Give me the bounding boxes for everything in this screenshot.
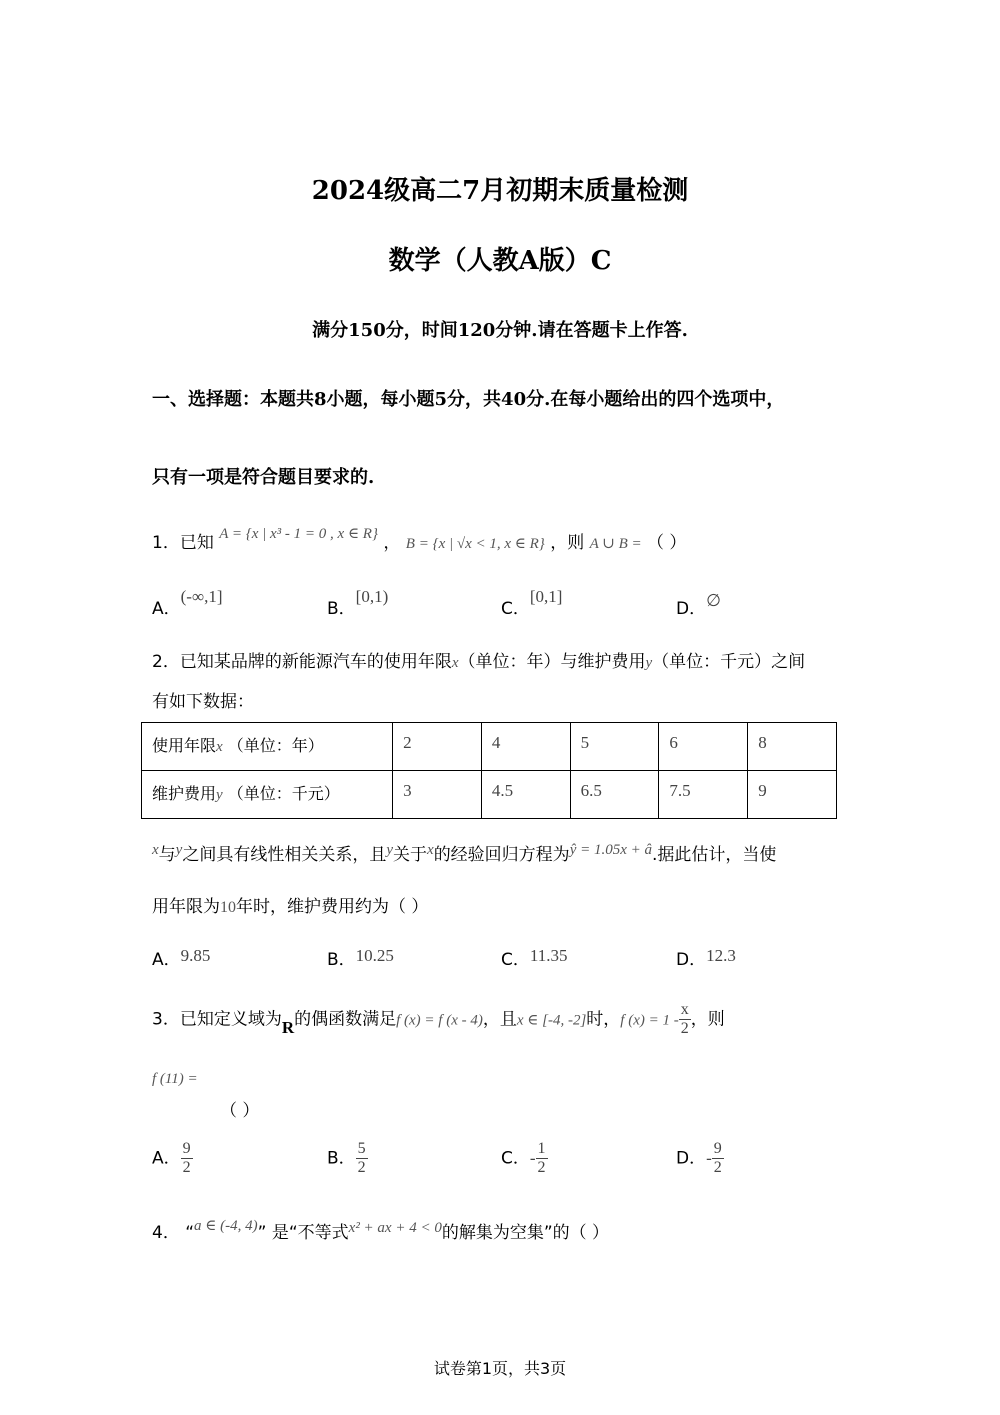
q1-option-c[interactable]: C．[0,1] [501,587,563,619]
section-heading-line1: 一、选择题：本题共8小题，每小题5分，共40分.在每小题给出的四个选项中， [152,389,785,410]
table-row [142,723,837,771]
q1-suffix: （ ） [647,533,687,553]
table-cell: 5 [570,723,659,771]
table-cell: 2 [393,723,482,771]
exam-note: 满分150分，时间120分钟.请在答题卡上作答. [312,320,688,341]
q1-option-d[interactable]: D．∅ [676,591,721,619]
q2-option-b[interactable]: B．10.25 [327,946,394,970]
table-header-years: 使用年限x （单位：年） [142,723,393,771]
table-cell: 4.5 [481,771,570,819]
exam-subtitle: 数学（人教A版）C [388,246,612,276]
q1-mid: ，则 [550,533,585,553]
question-2-line4: 用年限为10年时，维护费用约为（ ） [152,897,429,917]
q3-option-a[interactable]: A． $\frac{9}{2}$ [152,1140,191,1176]
table-cell: 8 [748,723,837,771]
table-cell: 9 [748,771,837,819]
table-header-cost: 维护费用y （单位：千元） [142,771,393,819]
question-2-line2: 有如下数据： [152,692,254,712]
q2-option-c[interactable]: C．11.35 [501,946,568,970]
question-4: 4． “a ∈ (-4, 4)” 是“不等式x² + ax + 4 < 0的解集为空集”的（ ） [152,1218,610,1243]
question-3-line1: 3．已知定义域为R的偶函数满足f (x) = f (x - 4)，且x ∈ [-4, -2]时，f (x) = 1 - $\frac{x}{2}$ ，则 [152,1001,725,1037]
q3-option-b[interactable]: B． $\frac{5}{2}$ [327,1140,366,1176]
q1-option-a[interactable]: A．(-∞,1] [152,587,223,619]
q3-option-d[interactable]: D．- $\frac{9}{2}$ [676,1140,722,1176]
table-cell: 4 [481,723,570,771]
table-cell: 7.5 [659,771,748,819]
question-3-line2: f (11) = （ ） [152,1071,260,1121]
data-table [141,722,837,819]
q3-option-c[interactable]: C．- $\frac{1}{2}$ [501,1140,546,1176]
exam-title: 2024级高二7月初期末质量检测 [311,176,689,206]
q1-expr: A ∪ B = [589,536,642,552]
question-2-line3: x与y之间具有线性相关关系，且y关于x的经验回归方程为ŷ = 1.05x + â.据此估计，当使 [152,842,777,865]
table-cell: 6 [659,723,748,771]
regression-equation: ŷ = 1.05x + â [569,842,652,858]
q1-set-a: A = {x | x³ - 1 = 0 , x ∈ R} [219,526,378,542]
q1-prefix: 1．已知 [152,533,214,553]
question-2-line1: 2．已知某品牌的新能源汽车的使用年限x（单位：年）与维护费用y（单位：千元）之间 [152,652,806,672]
table-row [142,771,837,819]
q1-sep: ， [383,533,401,553]
q1-option-b[interactable]: B．[0,1) [327,587,389,619]
q3-fraction: $\frac{x}{2}$ [680,1001,689,1037]
table-cell: 3 [393,771,482,819]
q2-option-a[interactable]: A．9.85 [152,946,211,970]
table-cell: 6.5 [570,771,659,819]
page-footer: 试卷第1页，共3页 [433,1359,567,1378]
q1-set-b: B = {x | √x < 1, x ∈ R} [405,536,545,552]
section-heading-line2: 只有一项是符合题目要求的. [152,467,375,488]
q2-option-d[interactable]: D．12.3 [676,946,736,970]
question-1 [152,528,686,553]
